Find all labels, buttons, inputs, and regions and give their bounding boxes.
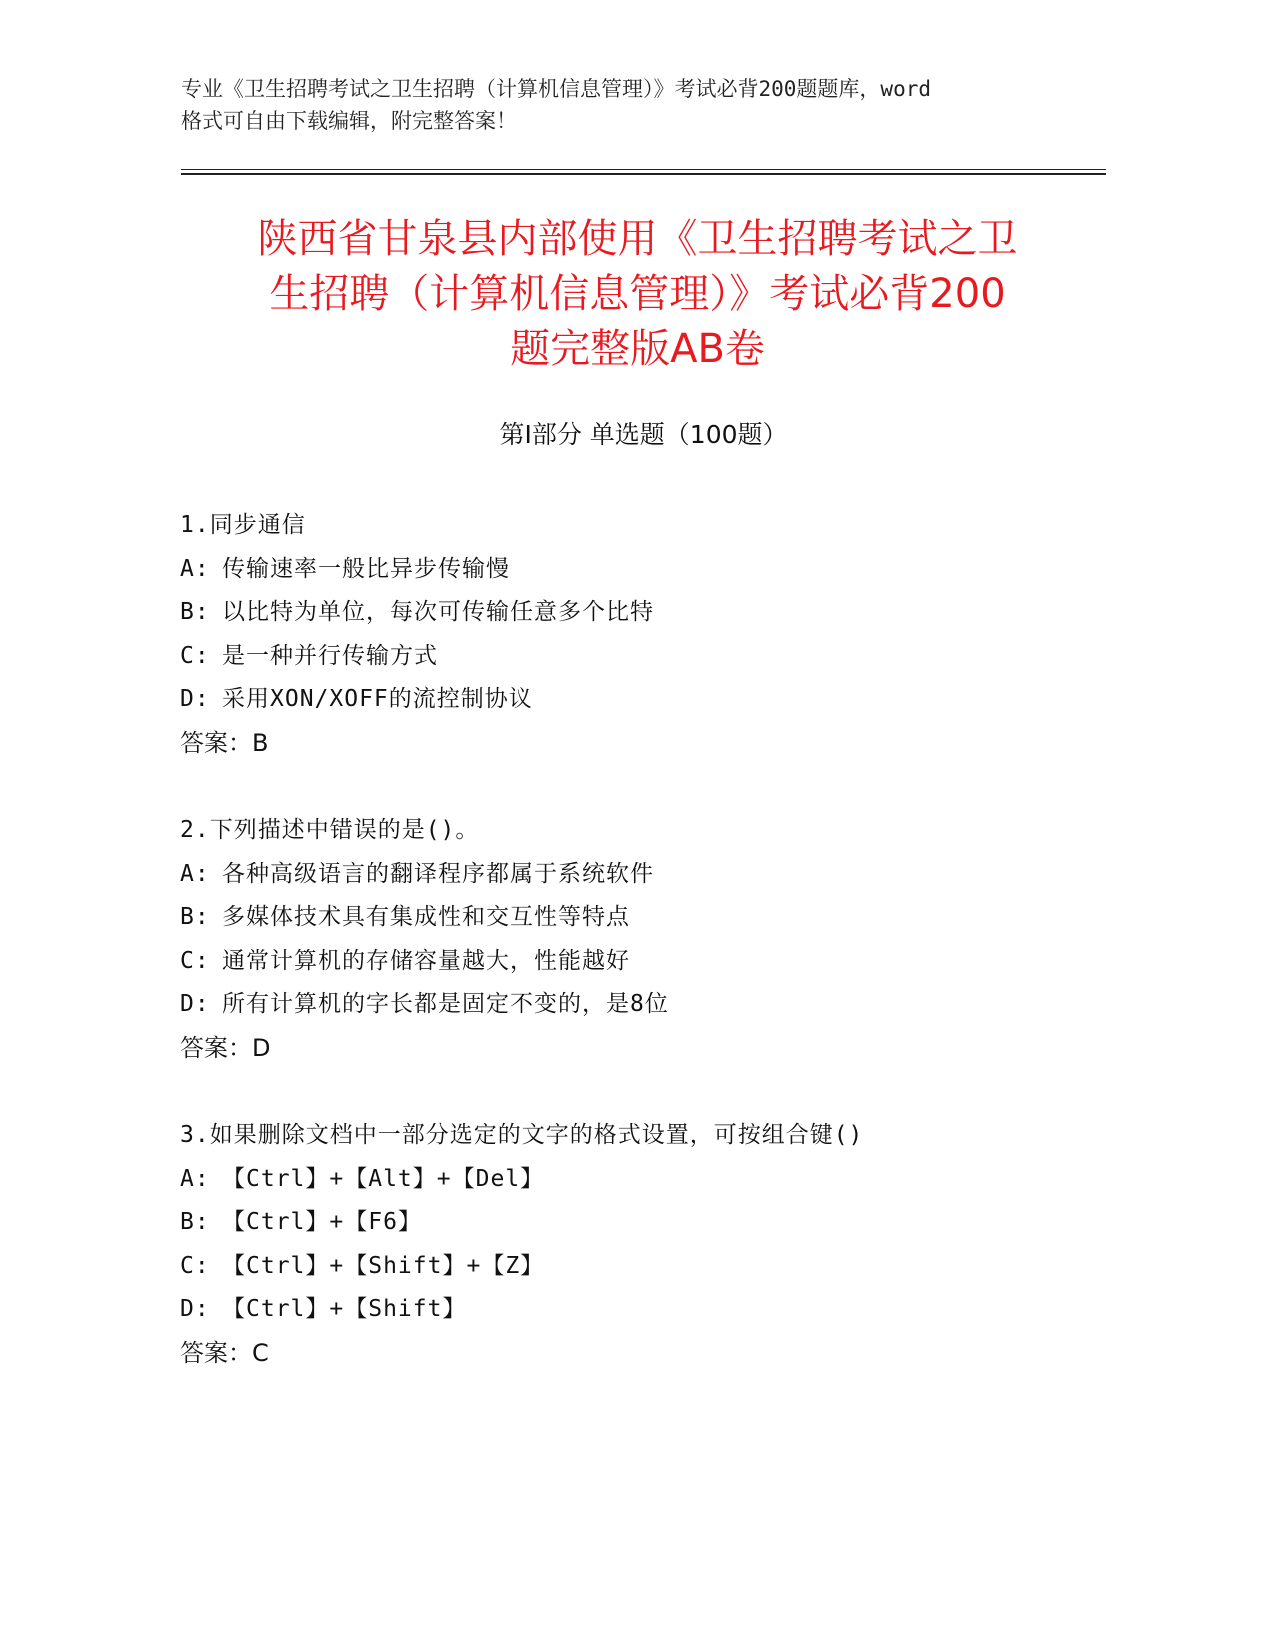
option-b [180, 592, 1110, 636]
header-divider-thick [181, 173, 1106, 175]
document-title-line-3: 题完整版AB卷 [510, 326, 765, 372]
header-note [181, 73, 1081, 137]
question-stem: 2.下列描述中错误的是()。 [180, 817, 480, 843]
option-text: 所有计算机的字长都是固定不变的，是8位 [222, 991, 669, 1017]
option-text: 多媒体技术具有集成性和交互性等特点 [222, 904, 630, 930]
option-label: B: [180, 904, 210, 930]
option-text: 是一种并行传输方式 [222, 642, 438, 669]
option-c [180, 1246, 1110, 1290]
option-c [180, 941, 1110, 985]
question-stem: 3.如果删除文档中一部分选定的文字的格式设置，可按组合键() [180, 1122, 864, 1148]
option-label: D: [180, 686, 210, 712]
answer-line: 答案：B [180, 728, 269, 757]
answer-line: 答案：D [180, 1033, 271, 1062]
section-title: 第Ⅰ部分 单选题（100题） [499, 420, 788, 449]
option-c [180, 636, 1110, 680]
option-text: 【Ctrl】+【Shift】 [222, 1296, 467, 1322]
option-text: 通常计算机的存储容量越大，性能越好 [222, 947, 630, 974]
question-block [180, 505, 1110, 766]
option-b [180, 897, 1110, 941]
option-text: 【Ctrl】+【F6】 [222, 1209, 422, 1235]
option-label: B: [180, 1209, 210, 1235]
option-label: B: [180, 599, 210, 625]
option-text: 传输速率一般比异步传输慢 [222, 555, 510, 582]
document-title [160, 212, 1115, 377]
option-label: D: [180, 991, 210, 1017]
option-label: D: [180, 1296, 210, 1322]
option-label: C: [180, 642, 210, 669]
question-stem: 1.同步通信 [180, 512, 306, 538]
option-text: 采用XON/XOFF的流控制协议 [222, 686, 533, 712]
option-d [180, 1289, 1110, 1333]
answer-line: 答案：C [180, 1338, 269, 1367]
option-d [180, 679, 1110, 723]
option-text: 以比特为单位，每次可传输任意多个比特 [222, 599, 654, 625]
option-label: A: [180, 1165, 210, 1192]
document-title-line-2: 生招聘（计算机信息管理）》考试必背200 [269, 271, 1006, 317]
question-block [180, 1115, 1110, 1376]
option-label: A: [180, 555, 210, 582]
option-b [180, 1202, 1110, 1246]
option-a [180, 549, 1110, 593]
option-text: 【Ctrl】+【Alt】+【Del】 [222, 1165, 545, 1192]
option-a [180, 1159, 1110, 1203]
option-text: 【Ctrl】+【Shift】+【Z】 [222, 1252, 545, 1279]
option-label: C: [180, 1252, 210, 1279]
option-text: 各种高级语言的翻译程序都属于系统软件 [222, 860, 654, 887]
option-label: C: [180, 947, 210, 974]
option-label: A: [180, 860, 210, 887]
header-note-line-1: 专业《卫生招聘考试之卫生招聘（计算机信息管理）》考试必背200题题库，word [181, 77, 931, 101]
option-d [180, 984, 1110, 1028]
document-title-line-1: 陕西省甘泉县内部使用《卫生招聘考试之卫 [257, 216, 1018, 262]
header-divider-thin [181, 169, 1106, 170]
option-a [180, 854, 1110, 898]
question-block [180, 810, 1110, 1071]
header-note-line-2: 格式可自由下载编辑，附完整答案！ [181, 109, 517, 133]
